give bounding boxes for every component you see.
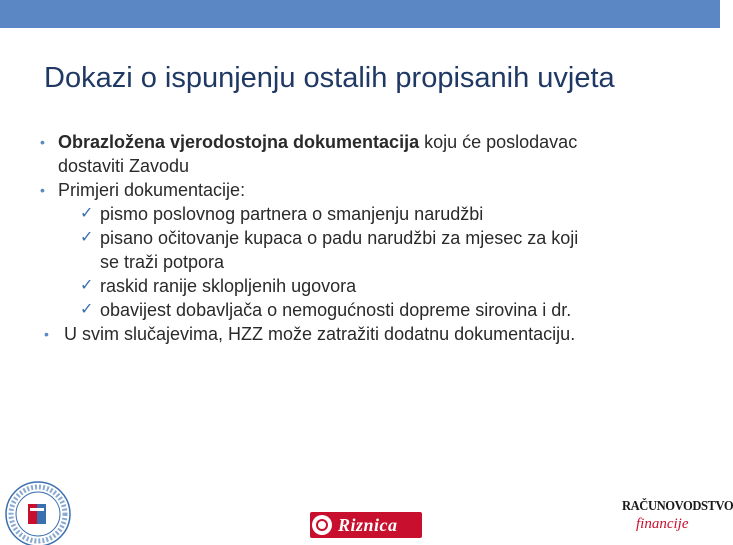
bullet-text: koju će poslodavac bbox=[419, 132, 578, 152]
check-icon: ✓ bbox=[80, 229, 94, 246]
racunovodstvo-logo-line-2: financije bbox=[636, 516, 689, 532]
check-row bbox=[40, 298, 700, 322]
seal-logo-graphic bbox=[0, 474, 78, 540]
bullet-dot-icon: • bbox=[44, 326, 49, 342]
bullet-dot-icon: • bbox=[40, 134, 45, 150]
bullet-text: Primjeri dokumentacije: bbox=[58, 180, 246, 200]
bullet-row bbox=[40, 130, 700, 154]
bullet-row bbox=[40, 178, 700, 202]
top-band bbox=[0, 0, 720, 28]
check-row bbox=[40, 226, 700, 250]
check-icon: ✓ bbox=[80, 205, 94, 222]
check-text: se traži potpora bbox=[100, 252, 225, 272]
check-icon: ✓ bbox=[80, 301, 94, 318]
bullet-row bbox=[40, 322, 700, 346]
racunovodstvo-logo-line-1: RAČUNOVODSTVO bbox=[622, 499, 733, 514]
check-row bbox=[40, 202, 700, 226]
riznica-emblem-icon bbox=[312, 515, 332, 535]
slide-title: Dokazi o ispunjenju ostalih propisanih uvjeta bbox=[44, 62, 615, 94]
check-icon: ✓ bbox=[80, 277, 94, 294]
bullet-continuation bbox=[40, 154, 700, 178]
check-text: raskid ranije sklopljenih ugovora bbox=[100, 276, 357, 296]
check-text: pismo poslovnog partnera o smanjenju narudžbi bbox=[100, 204, 484, 224]
bullet-text: U svim slučajevima, HZZ može zatražiti dodatnu dokumentaciju. bbox=[64, 324, 576, 344]
bullet-bold-text: Obrazložena vjerodostojna dokumentacija bbox=[58, 132, 420, 152]
check-continuation bbox=[40, 250, 700, 274]
seal-logo bbox=[0, 474, 78, 540]
check-row bbox=[40, 274, 700, 298]
racunovodstvo-logo bbox=[622, 498, 733, 540]
check-text: pisano očitovanje kupaca o padu narudžbi za mjesec za koji bbox=[100, 228, 579, 248]
riznica-logo-text: Riznica bbox=[338, 514, 398, 535]
slide-content bbox=[40, 130, 700, 346]
check-text: obavijest dobavljača o nemogućnosti dopreme sirovina i dr. bbox=[100, 300, 572, 320]
bullet-dot-icon: • bbox=[40, 182, 45, 198]
riznica-logo bbox=[310, 512, 422, 538]
bullet-text: dostaviti Zavodu bbox=[58, 156, 190, 176]
